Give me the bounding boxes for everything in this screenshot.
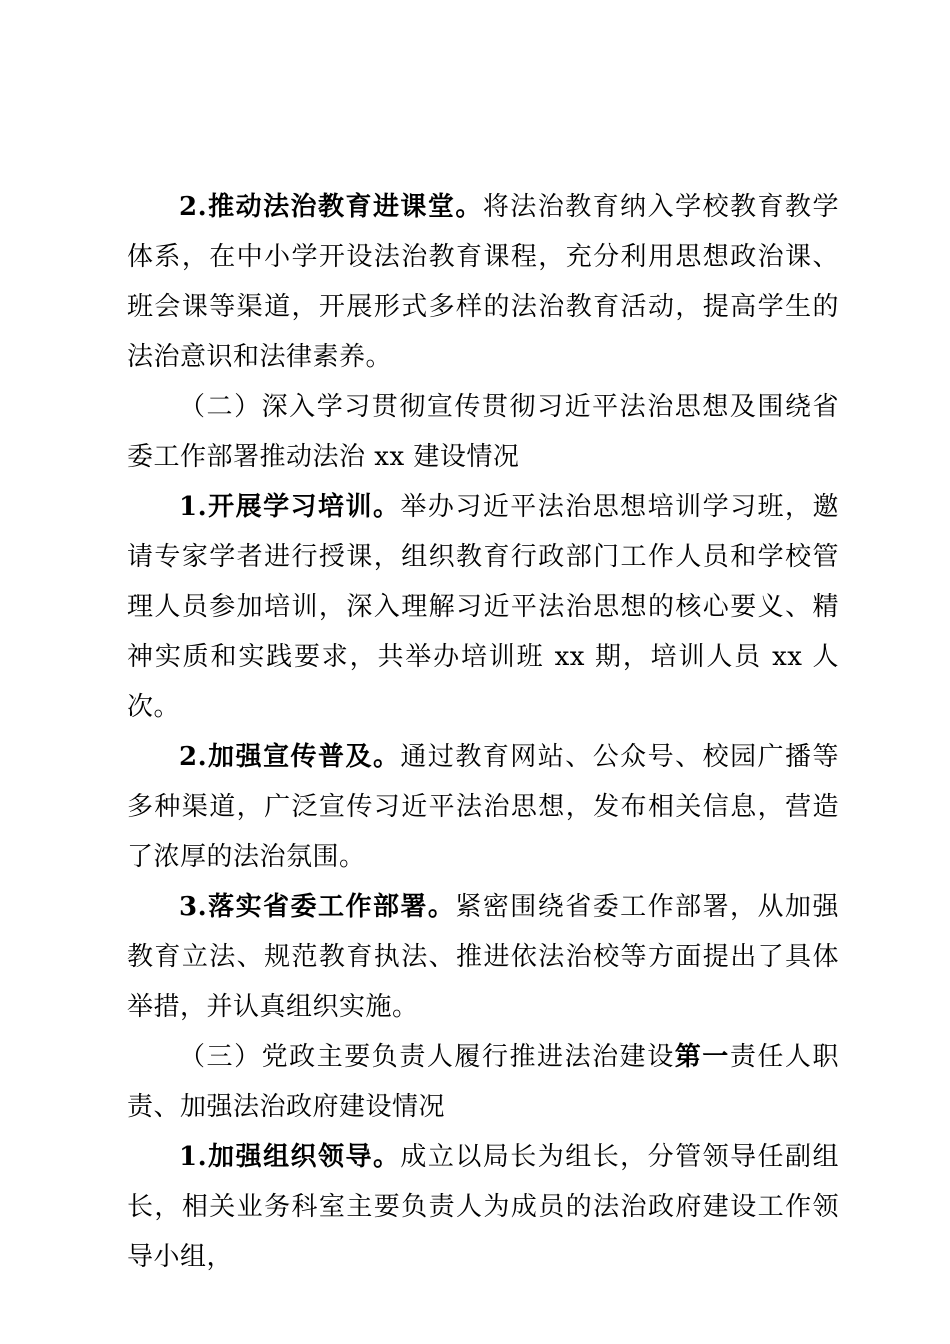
paragraph-publicity: [127, 732, 839, 882]
paragraph-implement-deployment: [127, 882, 839, 1032]
item-number: 3.: [179, 892, 208, 922]
placeholder-xx: xx: [772, 642, 803, 672]
paragraph-body: 人次。: [127, 642, 840, 722]
section-heading-text: 责任人职责、加强法治政府建设情况: [127, 1042, 839, 1122]
paragraph-body: 成立以局长为组长，分管领导任副组长，相关业务科室主要负责人为成员的法治政府建设工作领导小组，: [127, 1142, 839, 1272]
item-number: 2.: [179, 742, 208, 772]
paragraph-training: [127, 482, 839, 732]
placeholder-xx: xx: [374, 442, 405, 472]
section-heading-text: （三）党政主要负责人履行推进法治建设: [179, 1042, 675, 1072]
item-lead-heading: 落实省委工作部署。: [207, 892, 456, 922]
paragraph-body: 举办习近平法治思想培训学习班，邀请专家学者进行授课，组织教育行政部门工作人员和学校管理人员参加培训，深入理解习近平法治思想的核心要义、精神实质和实践要求，共举办培训班: [127, 492, 839, 672]
item-number: 2.: [179, 192, 208, 222]
paragraph-body: 紧密围绕省委工作部署，从加强教育立法、规范教育执法、推进依法治校等方面提出了具体举措，并认真组织实施。: [127, 892, 839, 1022]
item-lead-heading: 加强宣传普及。: [207, 742, 401, 772]
paragraph-law-education-classroom: [127, 182, 839, 382]
item-lead-heading: 开展学习培训。: [207, 492, 401, 522]
placeholder-xx: xx: [554, 642, 585, 672]
paragraph-body: 通过教育网站、公众号、校园广播等多种渠道，广泛宣传习近平法治思想，发布相关信息，营造了浓厚的法治氛围。: [127, 742, 839, 872]
item-lead-heading: 加强组织领导。: [207, 1142, 401, 1172]
section-heading-emphasis: 第一: [674, 1042, 730, 1072]
item-lead-heading: 推动法治教育进课堂。: [207, 192, 483, 222]
section-heading-3: [127, 1032, 839, 1132]
item-number: 1.: [179, 492, 208, 522]
section-heading-text: 建设情况: [413, 442, 520, 472]
paragraph-body: 将法治教育纳入学校教育教学体系，在中小学开设法治教育课程，充分利用思想政治课、班会课等渠道，开展形式多样的法治教育活动，提高学生的法治意识和法律素养。: [127, 192, 839, 372]
section-heading-text: （二）深入学习贯彻宣传贯彻习近平法治思想及围绕省委工作部署推动法治: [127, 392, 839, 472]
paragraph-organization-leadership: [127, 1132, 839, 1282]
document-page: [127, 182, 839, 1282]
paragraph-body: 期，培训人员: [595, 642, 762, 672]
item-number: 1.: [179, 1142, 208, 1172]
section-heading-2: [127, 382, 839, 482]
